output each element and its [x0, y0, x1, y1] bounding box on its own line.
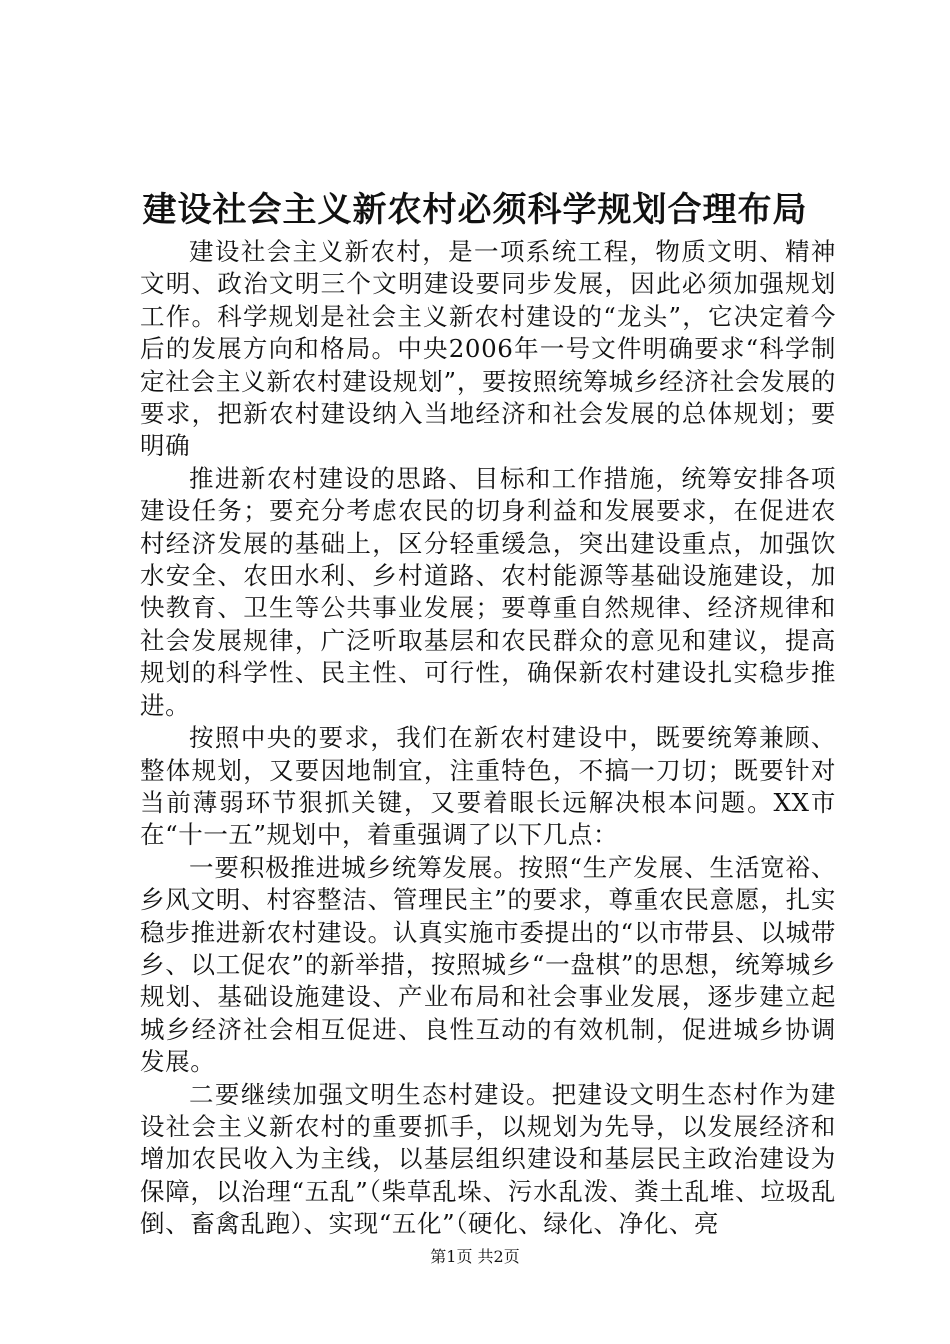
paragraph: 二要继续加强文明生态村建设。把建设文明生态村作为建设社会主义新农村的重要抓手，以规划为先导，以发展经济和增加农民收入为主线，以基层组织建设和基层民主政治建设为保障，以治理“五乱”（柴草乱垛、污水乱泼、粪土乱堆、垃圾乱倒、畜禽乱跑）、实现“五化”（硬化、绿化、净化、亮	[140, 1079, 836, 1239]
page-number-footer: 第1页 共2页	[430, 1247, 520, 1266]
document-body	[140, 236, 836, 1241]
paragraph: 按照中央的要求，我们在新农村建设中，既要统筹兼顾、整体规划，又要因地制宜，注重特色，不搞一刀切；既要针对当前薄弱环节狠抓关键，又要着眼长远解决根本问题。XX市在“十一五”规划中，着重强调了以下几点：	[140, 723, 836, 850]
paragraph: 建设社会主义新农村，是一项系统工程，物质文明、精神文明、政治文明三个文明建设要同步发展，因此必须加强规划工作。科学规划是社会主义新农村建设的“龙头”，它决定着今后的发展方向和格局。中央2006年一号文件明确要求“科学制定社会主义新农村建设规划”，要按照统筹城乡经济社会发展的要求，把新农村建设纳入当地经济和社会发展的总体规划；要明确	[140, 237, 836, 461]
document-title: 建设社会主义新农村必须科学规划合理布局	[142, 190, 808, 230]
paragraph: 推进新农村建设的思路、目标和工作措施，统筹安排各项建设任务；要充分考虑农民的切身利益和发展要求，在促进农村经济发展的基础上，区分轻重缓急，突出建设重点，加强饮水安全、农田水利、乡村道路、农村能源等基础设施建设，加快教育、卫生等公共事业发展；要尊重自然规律、经济规律和社会发展规律，广泛听取基层和农民群众的意见和建议，提高规划的科学性、民主性、可行性，确保新农村建设扎实稳步推进。	[140, 463, 836, 720]
paragraph: 一要积极推进城乡统筹发展。按照“生产发展、生活宽裕、乡风文明、村容整洁、管理民主”的要求，尊重农民意愿，扎实稳步推进新农村建设。认真实施市委提出的“以市带县、以城带乡、以工促农”的新举措，按照城乡“一盘棋”的思想，统筹城乡规划、基础设施建设、产业布局和社会事业发展，逐步建立起城乡经济社会相互促进、良性互动的有效机制，促进城乡协调发展。	[140, 852, 836, 1077]
